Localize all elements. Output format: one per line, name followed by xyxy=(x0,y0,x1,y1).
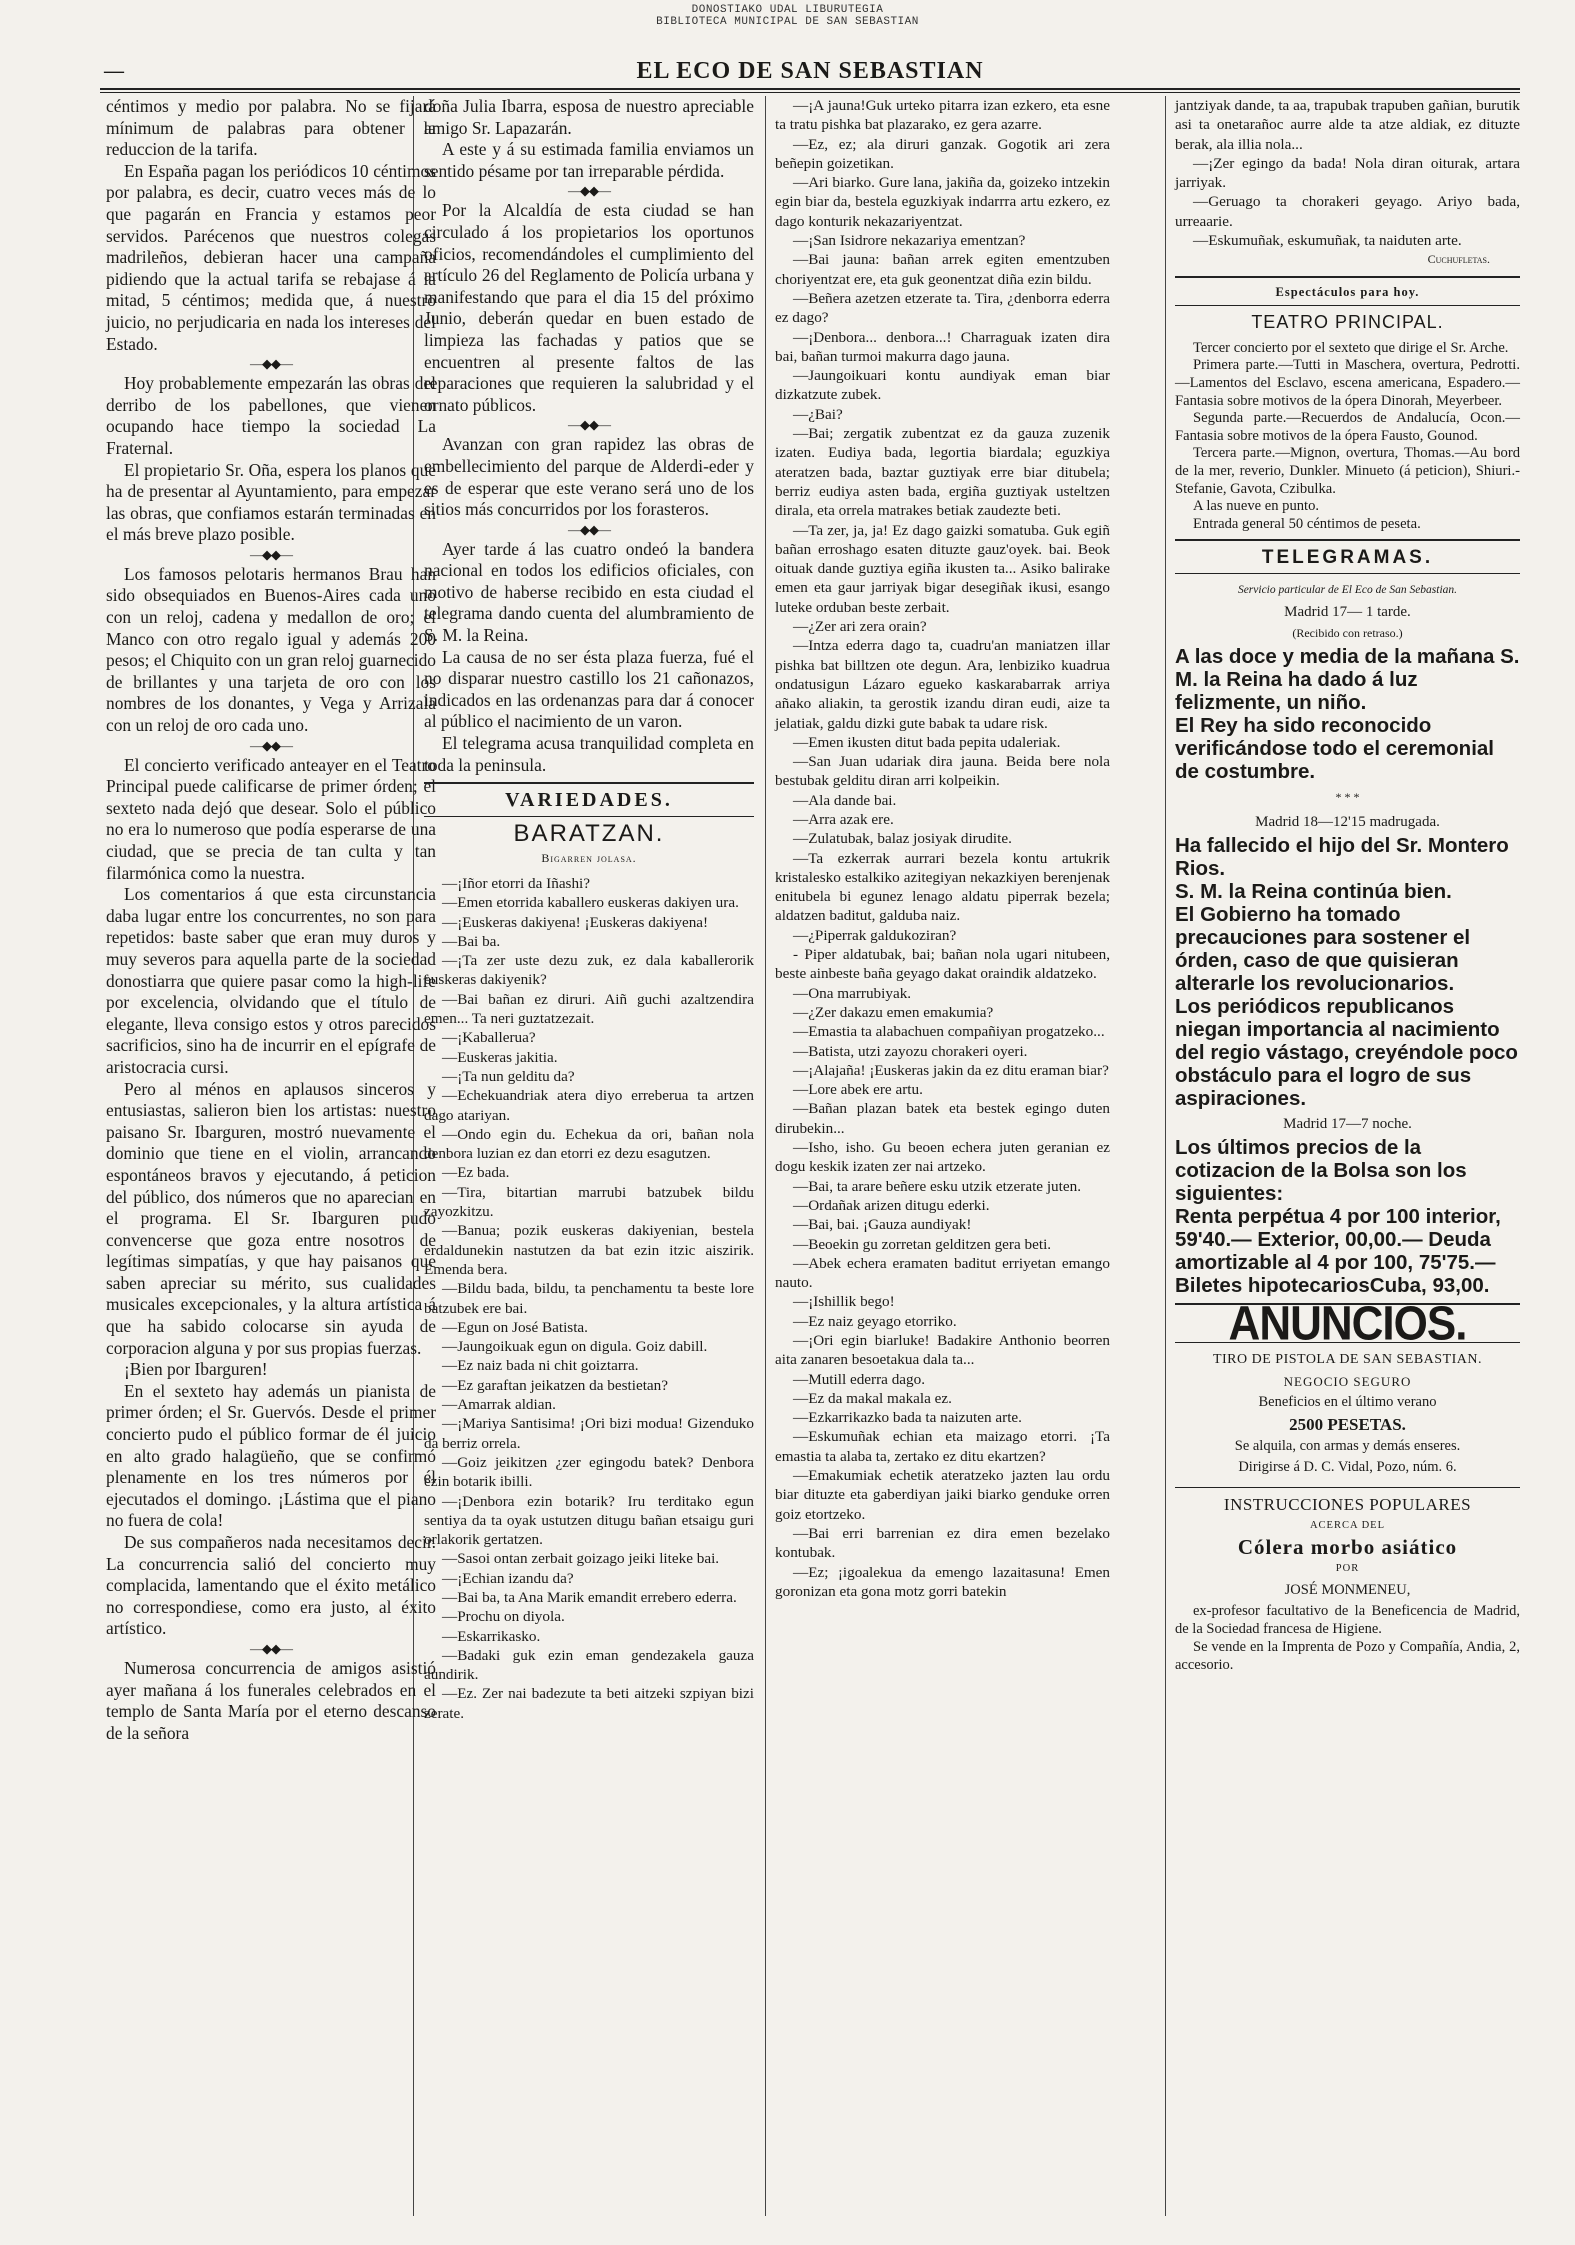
newspaper-title: EL ECO DE SAN SEBASTIAN xyxy=(636,58,984,84)
dialog-line: —¿Bai? xyxy=(793,405,843,423)
section-rule xyxy=(424,816,754,817)
ad-subject: Cólera morbo asiático xyxy=(1237,1534,1458,1559)
dialog-line: —¡Zer egingo da bada! Nola diran oiturak, artara jarriyak. xyxy=(1175,154,1520,192)
paragraph: El propietario Sr. Oña, espera los planos que ha de presentar al Ayuntamiento, para empezar las obras, que confiamos estarán terminadas en el más breve plazo posible. xyxy=(106,459,436,545)
ad-line: POR xyxy=(1335,1563,1360,1575)
dialog-line: —Bai ba, ta Ana Marik emandit errebero ederra. xyxy=(442,1588,737,1606)
section-rule xyxy=(1175,276,1520,278)
dialog-line: —¡Ishillik bego! xyxy=(793,1293,895,1311)
dialog-line: —Arra azak ere. xyxy=(793,810,894,828)
telegramas-heading: TELEGRAMAS. xyxy=(1261,547,1434,569)
dialog-line: —Isho, isho. Gu beoen echera juten geranian ez dogu keskik izaten zer nai artzeko. xyxy=(775,1139,1110,1176)
ad-line: ACERCA DEL xyxy=(1309,1520,1386,1532)
section-rule xyxy=(424,782,754,784)
program-line: Tercera parte.—Mignon, overtura, Thomas.—Au bord de la mer, reverio, Dunkler. Minueto (á peticion), Shiuri.- Stefanie, Gavota, Czibulka. xyxy=(1175,445,1520,497)
dialog-line: —Ezkarrikazko bada ta naizuten arte. xyxy=(793,1409,1022,1427)
article-subtitle: Bigarren jolasa. xyxy=(541,851,637,866)
column-divider xyxy=(1165,96,1166,2216)
separator-ornament: —◆◆— xyxy=(250,356,292,372)
dialog-line: —Ez; ¡igoalekua da emengo lazaitasuna! Emen goronizan eta gona motz gorri batekin xyxy=(775,1563,1110,1600)
paragraph: céntimos y medio por palabra. No se fijará mínimum de palabras para obtener la reduccion de la tarifa. xyxy=(106,96,436,160)
paragraph: Los famosos pelotaris hermanos Brau han sido obsequiados en Buenos-Aires cada uno con un reloj, cadena y medallon de oro; el Manco con otro regalo igual y además 200 pesos; el Chiquito con un gran reloj guarnecido de brillantes y una tarjeta de oro con los nombres de los donantes, y Vega y Arrizala con un reloj de oro cada uno. xyxy=(106,563,436,736)
dialog-line: —Eskumuñak, eskumuñak, ta naiduten arte. xyxy=(1193,232,1462,250)
dialog-line: —¡A jauna!Guk urteko pitarra izan ezkero, eta esne ta tratu pishka bat plazarako, ez gera azarre. xyxy=(775,97,1110,134)
dialog-line: —¡Alajaña! ¡Euskeras jakin da ez ditu eraman biar? xyxy=(793,1061,1109,1079)
article-title: BARATZAN. xyxy=(513,819,665,847)
telegram-text: Renta perpétua 4 por 100 interior, 59'40.— Exterior, 00,00.— Deuda amortizable al 4 por 100, 75'75.—Biletes hipotecariosCuba, 93,00. xyxy=(1175,1204,1501,1297)
ad-line: Se vende en la Imprenta de Pozo y Compañía, Andia, 2, accesorio. xyxy=(1175,1638,1520,1673)
dialog-line: —Ez bada. xyxy=(442,1164,510,1182)
dialog-line: —Bai erri barrenian ez dira emen bezelako kontubak. xyxy=(775,1524,1110,1562)
paragraph: Numerosa concurrencia de amigos asistió ayer mañana á los funerales celebrados en el templo de Santa María por el eterno descanso de la señora xyxy=(106,1657,436,1743)
anuncios-heading: ANUNCIOS. xyxy=(1228,1296,1467,1350)
dialog-line: —Beoekin gu zorretan gelditzen gera beti. xyxy=(793,1235,1052,1253)
ad-line: Beneficios en el último verano xyxy=(1258,1394,1437,1411)
separator-ornament: —◆◆— xyxy=(250,1640,292,1656)
paragraph: Los comentarios á que esta circunstancia daba lugar entre los concurrentes, no son para repetidos: baste saber que eran muy duros y muy severos para aquella parte de la sociedad donostiarra que quiere pasar como la high-life por excelencia, olvidando que el título de elegante, lleva consigo estos y otros parecidos sacrificios, sino ha de incurrir en el epígrafe de aristocracia cursi. xyxy=(106,884,436,1077)
dialog-line: —Sasoi ontan zerbait goizago jeiki liteke bai. xyxy=(442,1550,720,1568)
paragraph: ¡Bien por Ibarguren! xyxy=(124,1359,268,1380)
dialog-line: —Ez. Zer nai badezute ta beti aitzeki szpiyan bizi zerate. xyxy=(424,1685,754,1722)
dialog-line: —¡Denbora ezin botarik? Iru terditako egun sentiya da ta oyak ustutzen ditugu bañan etsaigu guri orlakorik gertatzen. xyxy=(424,1492,754,1549)
dialog-line: —Batista, utzi zayozu chorakeri oyeri. xyxy=(793,1042,1028,1060)
dialog-line: —Bai bañan ez diruri. Aiñ guchi azaltzendira emen... Ta neri guztatzezait. xyxy=(424,990,754,1028)
dialog-line: —Mutill ederra dago. xyxy=(793,1370,926,1388)
dialog-line: —¡Ori egin biarluke! Badakire Anthonio beorren aita zanaren besoetakua dala ta... xyxy=(775,1332,1110,1369)
dialog-line: —Ez naiz bada ni chit goiztarra. xyxy=(442,1357,639,1375)
ad-subtitle: NEGOCIO SEGURO xyxy=(1283,1373,1412,1389)
dialog-line: —Ez da makal makala ez. xyxy=(793,1389,952,1407)
dateline: Madrid 17— 1 tarde. xyxy=(1284,603,1411,620)
paragraph: La causa de no ser ésta plaza fuerza, fué el no disparar nuestro castillo los 21 cañonazos, indicados en las ordenanzas para dar á conocer al público el nacimiento de un varon. xyxy=(424,646,754,732)
page-mark: — xyxy=(104,60,124,82)
dialog-line: —Egun on José Batista. xyxy=(442,1318,588,1336)
dialog-line: —Bai, bai. ¡Gauza aundiyak! xyxy=(793,1216,972,1234)
service-note: Servicio particular de El Eco de San Sebastian. xyxy=(1237,583,1458,596)
separator-ornament: —◆◆— xyxy=(568,521,610,537)
ad-line: Dirigirse á D. C. Vidal, Pozo, núm. 6. xyxy=(1238,1459,1457,1476)
header-rule xyxy=(100,88,1520,90)
paragraph: doña Julia Ibarra, esposa de nuestro apreciable amigo Sr. Lapazarán. xyxy=(424,96,754,138)
paragraph: En el sexteto hay además un pianista de primer órden; el Sr. Guervós. Desde el primer concierto pudo el público formar de él juicio en alto grado halagüeño, que se confirmó plenamente en los tres números por él ejecutados el domingo. ¡Lástima que el piano no fuera de cola! xyxy=(106,1380,436,1531)
telegram-text: Los periódicos republicanos niegan importancia al nacimiento del regio vástago, creyéndole poco obstáculo para el logro de sus aspiraciones. xyxy=(1175,994,1518,1110)
dialog-line: —Emen ikusten ditut bada pepita udaleriak. xyxy=(793,733,1061,751)
telegram-text: A las doce y media de la mañana S. M. la Reina ha dado á luz felizmente, un niño. xyxy=(1175,644,1520,714)
dialog-line: —Bai, ta arare beñere esku utzik etzerate juten. xyxy=(793,1177,1081,1195)
dialog-line: —Eskarrikasko. xyxy=(442,1627,541,1645)
separator-ornament: —◆◆— xyxy=(568,183,610,199)
dialog-line: —Eskumuñak echian eta maizago etorri. ¡Ta emastia ta alaba ta, zertako ez ditu ekartzen? xyxy=(775,1428,1110,1465)
ad-author: JOSÉ MONMENEU, xyxy=(1284,1582,1411,1599)
dialog-line: —Badaki guk ezin eman gendezakela gauza aundirik. xyxy=(424,1646,754,1684)
dateline: Madrid 18—12'15 madrugada. xyxy=(1255,814,1440,831)
dialog-line: jantziyak dande, ta aa, trapubak trapuben gañian, burutik asi ta onetarañoc aurre alde ta atze aldiak, ez dituzte berak, ala illia nola... xyxy=(1175,97,1520,153)
separator-ornament: —◆◆— xyxy=(568,417,610,433)
paragraph: El concierto verificado anteayer en el Teatro Principal puede calificarse de primer órden; el sexteto nada dejó que desear. Solo el público no era lo numeroso que podía esperarse de una ciudad, que se precia de tan culta y tan filarmónica como la nuestra. xyxy=(106,754,436,883)
dialog-line: —Abek echera eramaten baditut erriyetan emango nauto. xyxy=(775,1254,1110,1292)
paragraph: De sus compañeros nada necesitamos decir. La concurrencia salió del concierto muy complacida, lamentando que el éxito metálico no correspondiese, como era justo, al éxito artístico. xyxy=(106,1532,436,1639)
header-rule-thin xyxy=(100,92,1520,93)
ad-amount: 2500 PESETAS. xyxy=(1289,1414,1406,1434)
separator-ornament: —◆◆— xyxy=(250,737,292,753)
telegram-text: El Gobierno ha tomado precauciones para sostener el órden, caso de que quisieran alterarle los revolucionarios. xyxy=(1175,902,1471,995)
dialog-line: —Ez naiz geyago etorriko. xyxy=(793,1312,957,1330)
dialog-line: —Ta ezkerrak aurrari bezela kontu artukrik kristalesko estalkiko azitegiyan nekazkiyen berenjenak enitubela bi egunez lenago aldatu piperrak bezela; aldatzen baditut, galduba naiz. xyxy=(775,849,1110,925)
paragraph: El telegrama acusa tranquilidad completa en toda la peninsula. xyxy=(424,733,754,775)
column-1 xyxy=(106,96,436,1744)
dialog-line: —Bai jauna: bañan arrek egiten ementzuben choriyentzat ere, eta guk geonentzat diña ezin bildu. xyxy=(775,251,1110,288)
dialog-line: —Bai ba. xyxy=(442,932,501,950)
masthead xyxy=(100,58,1520,88)
espectaculos-heading: Espectáculos para hoy. xyxy=(1275,284,1420,299)
stamp-line-2: BIBLIOTECA MUNICIPAL DE SAN SEBASTIAN xyxy=(656,16,919,28)
stamp-line-1: DONOSTIAKO UDAL LIBURUTEGIA xyxy=(691,4,884,16)
telegram-text: Los últimos precios de la cotizacion de la Bolsa son los siguientes: xyxy=(1175,1135,1467,1205)
dialog-line: —Prochu on diyola. xyxy=(442,1608,565,1626)
dialog-line: —Jaungoikuak egun on digula. Goiz dabill. xyxy=(442,1338,708,1356)
dialog-line: —¡Kaballerua? xyxy=(442,1029,536,1047)
dialog-line: —Emen etorrida kaballero euskeras dakiyen ura. xyxy=(442,894,739,912)
dialog-line: —Emakumiak echetik ateratzeko jazten lau ordu biar dituzte eta gaberdiyan jaiki biarko genduke orren goiz etortzeko. xyxy=(775,1467,1110,1523)
dialog-line: —¡Iñor etorri da Iñashi? xyxy=(442,875,591,892)
paragraph: Avanzan con gran rapidez las obras de embellecimiento del parque de Alderdi-eder y es de esperar que este verano será uno de los sitios más concurridos por los forasteros. xyxy=(424,434,754,520)
section-rule xyxy=(1175,305,1520,306)
dialog-line: —Lore abek ere artu. xyxy=(793,1081,923,1099)
dialog-line: —Zulatubak, balaz josiyak dirudite. xyxy=(793,830,1012,848)
dialog-line: —Ondo egin du. Echekua da ori, bañan nola denbora luzian ez dan etorri ez dezu esagutzen. xyxy=(424,1125,754,1163)
dialog-line: —Emastia ta alabachuen compañiyan progatzeko... xyxy=(793,1023,1105,1041)
dialog-line: —¿Zer dakazu emen emakumia? xyxy=(793,1003,994,1021)
column-3 xyxy=(775,96,1110,1601)
dialog-block xyxy=(424,874,754,1723)
dialog-line: —Banua; pozik euskeras dakiyenian, bestela erdaldunekin nastutzen da bat ezin itzic aiszirik. Emenda bera. xyxy=(424,1222,754,1278)
dialog-line: —Ordañak arizen ditugu ederki. xyxy=(793,1196,990,1214)
dialog-line: —Echekuandriak atera diyo erreberua ta artzen dago atariyan. xyxy=(424,1087,754,1124)
program-line: Primera parte.—Tutti in Maschera, overtura, Pedrotti.—Lamentos del Esclavo, escena americana, Espadero.—Fantasia sobre motivos de la ópera Dinorah, Meyerbeer. xyxy=(1175,357,1520,409)
section-heading-variedades: VARIEDADES. xyxy=(505,789,673,812)
program-line: Tercer concierto por el sexteto que dirige el Sr. Arche. xyxy=(1193,339,1509,356)
dialog-line: —Euskeras jakitia. xyxy=(442,1048,558,1066)
dialog-line: —Jaungoikuari kontu aundiyak eman biar dizkatzute zubek. xyxy=(775,367,1110,404)
stars-separator: * * * xyxy=(1335,789,1360,804)
theatre-name: TEATRO PRINCIPAL. xyxy=(1251,312,1444,333)
dialog-line: —¡Denbora... denbora...! Charraguak izaten dira bai, bañan turmoi makurra dago jauna. xyxy=(775,328,1110,365)
dialog-line: —¡Echian izandu da? xyxy=(442,1569,574,1587)
dialog-line: —¿Zer ari zera orain? xyxy=(793,618,927,636)
receipt-note: (Recibido con retraso.) xyxy=(1292,626,1403,641)
paragraph: Ayer tarde á las cuatro ondeó la bandera nacional en todos los edificios oficiales, con motivo de haberse recibido en esta ciudad el telegrama dando cuenta del alumbramiento de S. M. la Reina. xyxy=(424,538,754,646)
dialog-line: —Geruago ta chorakeri geyago. Ariyo bada, urreaarie. xyxy=(1175,193,1520,230)
ad-line: Se alquila, con armas y demás enseres. xyxy=(1234,1437,1461,1454)
dialog-line: —¡Ta zer uste dezu zuk, ez dala kaballerorik euskeras dakiyenik? xyxy=(424,952,754,989)
dialog-line: —¿Piperrak galdukoziran? xyxy=(793,926,957,944)
program-line: Entrada general 50 céntimos de peseta. xyxy=(1193,515,1421,532)
dialog-line: —Bildu bada, bildu, ta penchamentu ta beste lore batzubek ere bai. xyxy=(424,1280,754,1317)
column-divider xyxy=(765,96,766,2216)
dialog-block xyxy=(775,96,1110,1601)
paragraph: En España pagan los periódicos 10 céntimos por palabra, es decir, cuatro veces más de lo que pagarán en Francia y estamos peor servidos. Parécenos que nuestros colegas madrileños, debieran hacer una campaña pidiendo que la actual tarifa se rebajase á la mitad, 5 céntimos; medida que, á nuestro juicio, no perjudicaria en nada los intereses del Estado. xyxy=(106,160,436,354)
dialog-line: —¡Ta nun gelditu da? xyxy=(442,1067,575,1085)
article-signature: Cuchufletas. xyxy=(1427,252,1490,267)
dialog-line: —¡San Isidrore nekazariya ementzan? xyxy=(793,232,1026,250)
dialog-line: —Beñera azetzen etzerate ta. Tira, ¿denborra ederra ez dago? xyxy=(775,289,1110,327)
ad-rule xyxy=(1175,1487,1520,1488)
dialog-line: —¡Euskeras dakiyena! ¡Euskeras dakiyena! xyxy=(442,913,709,931)
paragraph: Pero al ménos en aplausos sinceros y entusiastas, salieron bien los artistas: nuestro paisano Sr. Ibarguren, mostró nuevamente el dominio que tiene en el violin, arrancando espontáneos bravos y ejecutando, á peticion del público, dos números que no aparecian en el programa. El Sr. Ibarguren pudo convencerse que goza entre nosotros de legítimas simpatías, y que hay paisanos que saben apreciar su mérito, sus cualidades musicales excepcionales, y la altura artística á que ha sabido colocarse sin ayuda de corporacion alguna y por sus propias fuerzas. xyxy=(106,1078,436,1358)
program-line: A las nueve en punto. xyxy=(1193,498,1320,515)
section-rule xyxy=(1175,539,1520,541)
paragraph: Hoy probablemente empezarán las obras del derribo de los pabellones, que vienen ocupando hace tiempo la sociedad La Fraternal. xyxy=(106,373,436,458)
dialog-line: - Piper aldatubak, bai; bañan nola ugari nitubeen, beste ainbeste baña geyago dakat oraindik aldatzeko. xyxy=(775,946,1110,983)
dialog-line: —¡Mariya Santisima! ¡Ori bizi modua! Gizenduko da berriz orrela. xyxy=(424,1415,754,1452)
dialog-line: —Ari biarko. Gure lana, jakiña da, goizeko intzekin egin biar da, bestela eguzkiyak indarrra artu ezkero, ez dago konturik nekazariyentzat. xyxy=(775,174,1110,230)
dialog-line: —Ona marrubiyak. xyxy=(793,984,912,1002)
telegram-text: Ha fallecido el hijo del Sr. Montero Rios. xyxy=(1175,833,1509,880)
dialog-line: —Amarrak aldian. xyxy=(442,1396,556,1414)
paragraph: A este y á su estimada familia enviamos un sentido pésame por tan irreparable pérdida. xyxy=(424,139,754,181)
dialog-line: —Ta zer, ja, ja! Ez dago gaizki somatuba. Guk egiñ bañan erroshago esaten dituzte gauz'oyek. bai. Beok oituak dande guztiya egiña ikusten ta... Asiko balirake emen eta gaur jarriyak bigar desegiñak ikusi, esango luteke orduban beste zerbait. xyxy=(775,521,1110,616)
dialog-line: —Intza ederra dago ta, cuadru'an maniatzen illar pishka bat billtzen ote degun. Ara, lenbiziko kuadrua ondatusigun Lázaro egueko kaskarabarrak arriya añako aliakin, ta gerostik izandu diran eudi, aize ta jelatiak, galdu dizki gute babak ta udare risk. xyxy=(775,637,1110,732)
column-2 xyxy=(424,96,754,1723)
library-stamp xyxy=(0,4,1575,28)
dialog-line: —Ala dande bai. xyxy=(793,791,897,809)
paragraph: Por la Alcaldía de esta ciudad se han circulado á los propietarios los oportunos oficios, recomendándoles el cumplimiento del artículo 26 del Reglamento de Policía urbana y manifestando que para el dia 15 del próximo Junio, deberán quedar en buen estado de limpieza las fachadas y patios que se encuentren al presente faltos de las reparaciones que requieren la salubridad y el ornato públicos. xyxy=(424,200,754,415)
dialog-line: —Tira, bitartian marrubi batzubek bildu zayozkitzu. xyxy=(424,1183,754,1221)
dialog-line: —Goiz jeikitzen ¿zer egingodu batek? Denbora ezin botarik ibilli. xyxy=(424,1453,754,1491)
program-line: Segunda parte.—Recuerdos de Andalucía, Ocon.—Fantasia sobre motivos de la ópera Fausto, Gounod. xyxy=(1175,410,1520,444)
column-4 xyxy=(1175,96,1520,1674)
dateline: Madrid 17—7 noche. xyxy=(1283,1115,1412,1132)
telegram-text: El Rey ha sido reconocido verificándose todo el ceremonial de costumbre. xyxy=(1175,713,1494,783)
telegram-text: S. M. la Reina continúa bien. xyxy=(1175,879,1452,903)
separator-ornament: —◆◆— xyxy=(250,546,292,562)
dialog-line: —Ez, ez; ala diruri ganzak. Gogotik ari zera beñepin goizetikan. xyxy=(775,135,1110,172)
dialog-line: —Ez garaftan jeikatzen da bestietan? xyxy=(442,1376,669,1394)
ad-title: INSTRUCCIONES POPULARES xyxy=(1223,1494,1472,1514)
ad-line: ex-profesor facultativo de la Beneficencia de Madrid, de la Sociedad francesa de Higiene. xyxy=(1175,1602,1520,1637)
dialog-line: —Bai; zergatik zubentzat ez da gauza zuzenik izaten. Eudiya bada, legortia biardala; eguzkiya ateratzen bada, baztar guztiyak erre biar ditubela; berriz eudiya asten bada, ergiña guztiyak usteltzen dirala, eta orrela matrakes betiak zaudezte beti. xyxy=(775,425,1110,520)
ad-title: TIRO DE PISTOLA DE SAN SEBASTIAN. xyxy=(1212,1352,1483,1368)
section-rule xyxy=(1175,573,1520,574)
dialog-line: —San Juan udariak dira jauna. Beida bere nola bestubak gelditu diran arri kolpeikin. xyxy=(775,753,1110,790)
dialog-line: —Bañan plazan batek eta bestek egingo duten dirubekin... xyxy=(775,1100,1110,1137)
